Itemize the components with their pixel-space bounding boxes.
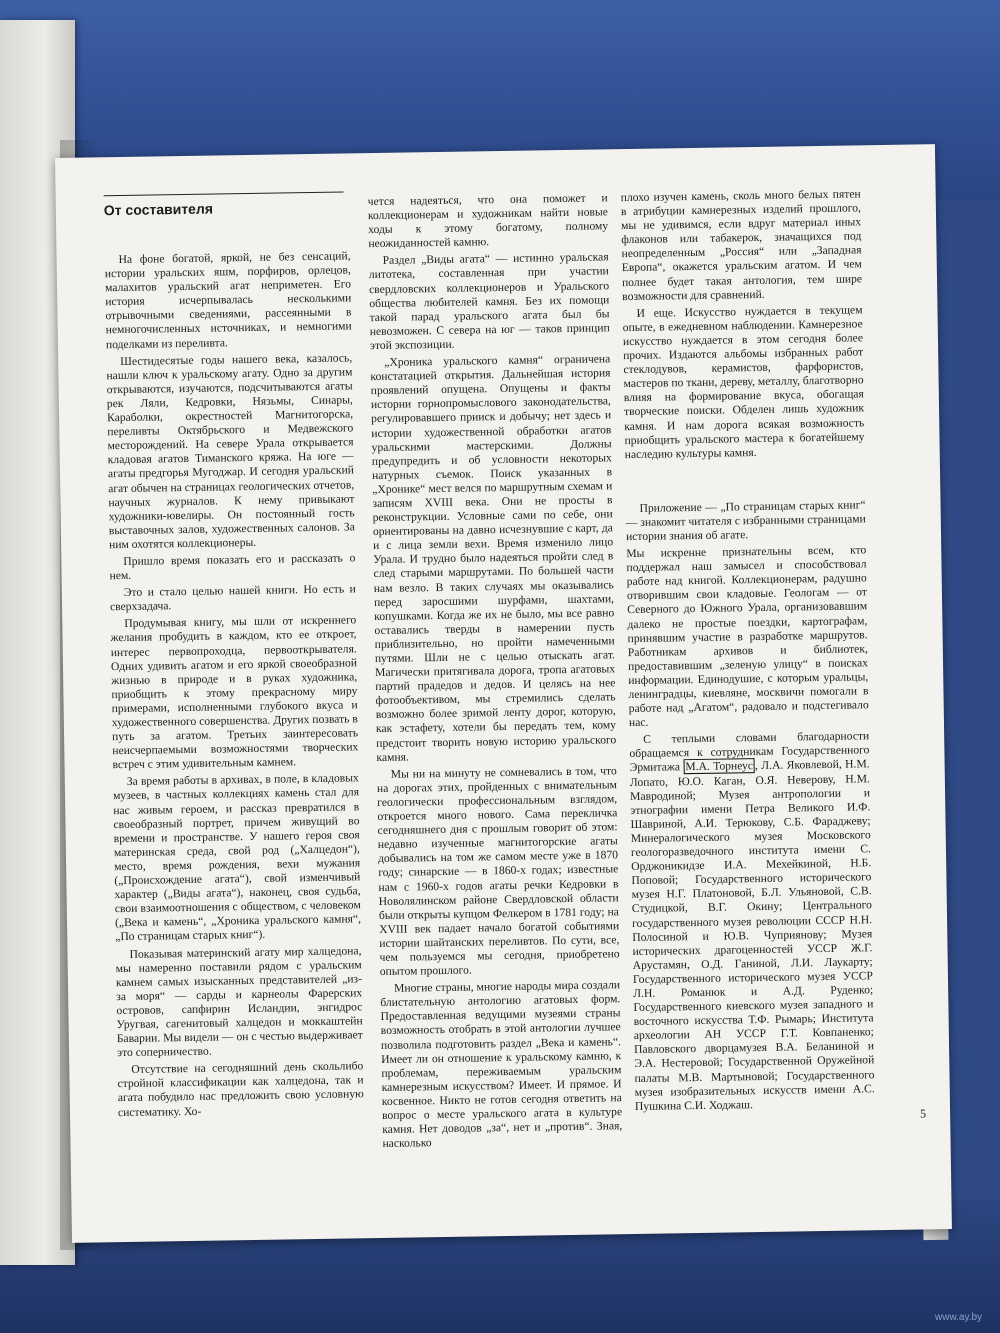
paragraph: Отсутствие на сегодняшний день скольлибо стройной классификации как халцедона, так и агата побудило нас предложить свою условную систематику. Хо- <box>117 1059 364 1119</box>
paragraph: На фоне богатой, яркой, не без сенсаций, истории уральских яшм, порфиров, орлецов, малахитов уральский агат неприметен. Его история исчерпывалась несколькими отрывочными сведениями, рассеянными в немногочисленных источниках, и немногими поделками из переливта. <box>104 249 352 351</box>
thanks-text-end: , Л.А. Яковлевой, Н.М. Лопато, Ю.О. Каган, О.Я. Неверову, Н.М. Мавродиной; Музея антропологии и этнографии имени Петра Великого И.Ф. Шавриной, А.И. Терюкову, С.Б. Фараджеву; Минералогического музея Московского геологоразведочного института имени С. Орджоникидзе И.А. Мехейкиной, Н.Б. Поповой; Государственного исторического музея Н.Г. Платоновой, Б.Л. Ульяновой, С.В. Студицкой, В.Г. Окину; Центрального государственного музея революции СССР Н.Н. Полосиной и Ю.В. Чуприянову; Музея исторических драгоценностей УССР Ж.Г. Арустамян, О.Д. Ганиной, Л.И. Лаукарту; Государственного исторического музея УССР Л.Н. Романюк и А.Д. Руденко; Государственного киевского музея западного и восточного искусства Т.Ф. Рымарь; Института археологии АН УССР Г.Т. Ковпаненко; Павловского дворцамузея В.А. Беланиной и Э.А. Нестеровой; Государственной Оружейной палаты М.В. Мартыновой; Государственного музея изобразительных искусств имени А.С. Пушкина С.И. Ходжаш. <box>629 757 875 1113</box>
paragraph: Многие страны, многие народы мира создали блистательную антологию агатовых форм. Предоставленная ведущими музеями страны возможность отобрать в этой антологии лучшее позволила подготовить раздел „Века и камень“. Имеет ли он отношение к уральскому камню, к проблемам, переживаемым уральским камнерезным искусством? Имеет. И прямое. И косвенное. Никто не готов сегодня ответить на вопрос о месте уральского агата в культуре камня. Нет доводов „за“, нет и „против“. Зная, насколько <box>380 978 623 1151</box>
paragraph: плохо изучен камень, сколь много белых пятен в атрибуции камнерезных изделий прошлого, мы не удивимся, если вдруг материал иных флаконов или табакерок, значащихся под неопределенным „Россия“ или „Западная Европа“, окажется уральским агатом. И чем полнее будет такая антология, тем шире возможности для сравнений. <box>620 187 863 303</box>
book-page <box>55 144 952 1243</box>
paragraph: Мы искренне признательны всем, кто поддержал наш замысел и способствовал работе над книгой. Коллекционерам, радушно отворившим свои кладовые. Геологам — от Северного до Южного Урала, организовавшим далеко не простые поездки, картографам, принявшим участие в разработке маршрутов. Работникам архивов и библиотек, предоставившим „зеленую улицу“ в поисках информации. Единодушие, с которым уральцы, ленинградцы, киевляне, москвичи помогали в работе над „Агатом“, радовало и подстегивало нас. <box>626 543 869 730</box>
paragraph: Шестидесятые годы нашего века, казалось, нашли ключ к уральскому агату. Одно за другим открываются, изучаются, подсчитываются агаты рек Ляли, Кедровки, Нязьмы, Синары, Караболки, окрестностей Магнитогорска, переливты Октябрьского и Медвежского месторождений. На севере Урала открывается кладовая агатов Тиманского кряжа. На юге — агаты предгорья Мугоджар. И сегодня уральский агат обычен на страницах геологических отчетов, научных журналов. К нему привыкают художники-ювелиры. Он постоянный гость выставочных залов, художественных салонов. За ним охотятся коллекционеры. <box>106 351 355 552</box>
watermark: www.ay.by <box>935 1312 983 1323</box>
paragraph: Мы ни на минуту не сомневались в том, что на дорогах этих, пройденных с внимательным геологически профессиональным взглядом, откроется много нового. Сама перекличка сегодняшнего дня с прошлым говорит об этом: недавно изученные магнитогорские агаты добывались на том же самом месте уже в 1870 году; синарские — в 1860-х годах; известные нам с 1960-х годов агаты речки Кедровки в Новолялинском районе Свердловской области были открыты купцом Фелкером в 1781 году; на XVIII век падает начало богатой событиями истории шайтанских переливтов. По сути, все, чем пользуемся мы сегодня, приобретено опытом прошлого. <box>376 764 620 979</box>
paragraph: Пришло время показать его и рассказать о нем. <box>109 551 356 583</box>
thanks-text-start: С теплыми словами благодарности обращаемся к сотрудникам Государственного Эрмитажа <box>629 729 870 775</box>
paragraph: За время работы в архивах, в поле, в кладовых музеев, в частных коллекциях камень стал для нас живым героем, и рассказ превратился в своеобразный портрет, причем живущий во времени и пространстве. У нашего героя своя материнская среда, свой род („Халцедон“), место, время рождения, вехи мужания („Происхождение агата“), свой изменчивый характер („Виды агата“), наконец, своя судьба, свои взаимоотношения с обществом, с человеком („Века и камень“, „Хроника уральского камня“, „По страницам старых книг“). <box>112 771 362 944</box>
heading-rule <box>104 191 344 196</box>
paragraph: И еще. Искусство нуждается в текущем опыте, в ежедневном наблюдении. Камнерезное искусство нуждается в этом сегодня более прочих. Издаются альбомы избранных работ стеклодувов, керамистов, фарфористов, мастеров по ткани, дереву, металлу, благотворно влияя на формирование вкуса, обогащая творческие поиски. Обделен лишь художник камня. И нам дорога всякая возможность приобщить уральского мастера к богатейшему наследию культуры камня. <box>622 303 865 461</box>
paragraph: Показывая материнский агату мир халцедона, мы намеренно поставили рядом с уральским камнем самых изысканных представителей „из-за моря“ — сарды и карнеолы Фарерских островов, сапфирин Исландии, энгидрос Уругвая, сагенитовый халцедон и моккаштейн Баварии. Мы видели — он с честью выдерживает это соперничество. <box>115 943 363 1060</box>
paragraph: „Хроника уральского камня“ ограничена констатацией открытия. Дальнейшая история проявлений опущена. Опущены и факты истории горнопромыслового законодательства, регулировавшего прииск и добычу; нет здесь и истории художественной обработки агатов уральскими мастерскими. Должны предупредить и об условности некоторых натурных съемок. Поиск указанных в „Хронике“ мест велся по маршрутным схемам и записям XVIII века. Они не просты в реконструкции. Условные сами по себе, они ориентированы на давно исчезнувшие с карт, да и с лица земли вехи. Время изменило лицо Урала. И трудно было надеяться пройти след в след старыми маршрутами. По большей части нам везло. В таких случаях мы оказывались перед заросшими шурфами, шахтами, копушками. Когда же их не было, мы все равно оставались тверды в намерении пусть приблизительно, но пройти намеченными путями. Шли не с целью отыскать агат. Магически притягивала дорога, тропа агатовых партий прадедов и дедов. И целясь на нее фотообъективом, мы стремились сделать возможно более зримой ленту дорог, которую, как эстафету, хотели бы передать тем, кому предстоит творить новую историю уральского камня. <box>370 352 617 764</box>
text-column-3 <box>621 187 876 1116</box>
text-column-1 <box>105 249 365 1122</box>
highlighted-name: М.А. Торнеус <box>683 759 755 775</box>
text-column-2 <box>368 191 623 1154</box>
paragraph: Раздел „Виды агата“ — истинно уральская литотека, составленная при участии свердловских коллекционеров и Уральского общества любителей камня. Без их помощи такой парад уральского агата был бы невозможен. С севера на юг — таков принцип этой экспозиции. <box>368 250 610 353</box>
paragraph: чется надеяться, что она поможет и коллекционерам и художникам найти новые ходы к этому богатому, полному неожиданностей камню. <box>367 191 609 251</box>
paragraph: Это и стало целью нашей книги. Но есть и сверхзадача. <box>109 582 356 614</box>
page-number: 5 <box>920 1106 927 1121</box>
appendix-paragraph: Приложение — „По страницам старых книг“ — знакомит читателя с избранными страницами истории знания об агате. <box>625 498 866 544</box>
thanks-paragraph <box>629 730 875 1114</box>
section-heading: От составителя <box>103 200 214 219</box>
paragraph: Продумывая книгу, мы шли от искреннего желания пробудить в каждом, кто ее откроет, интерес первопроходца, первооткрывателя. Одних удивить агатом и его яркой своеобразной жизнью в природе и в руках художника, приобщить к этому прекрасному миру примерами, исполненными глубокого вкуса и художественного совершенства. Других позвать в путь за агатом. Третьих заинтересовать неисчерпаемыми возможностями творческих встреч с этим удивительным камнем. <box>110 613 359 772</box>
